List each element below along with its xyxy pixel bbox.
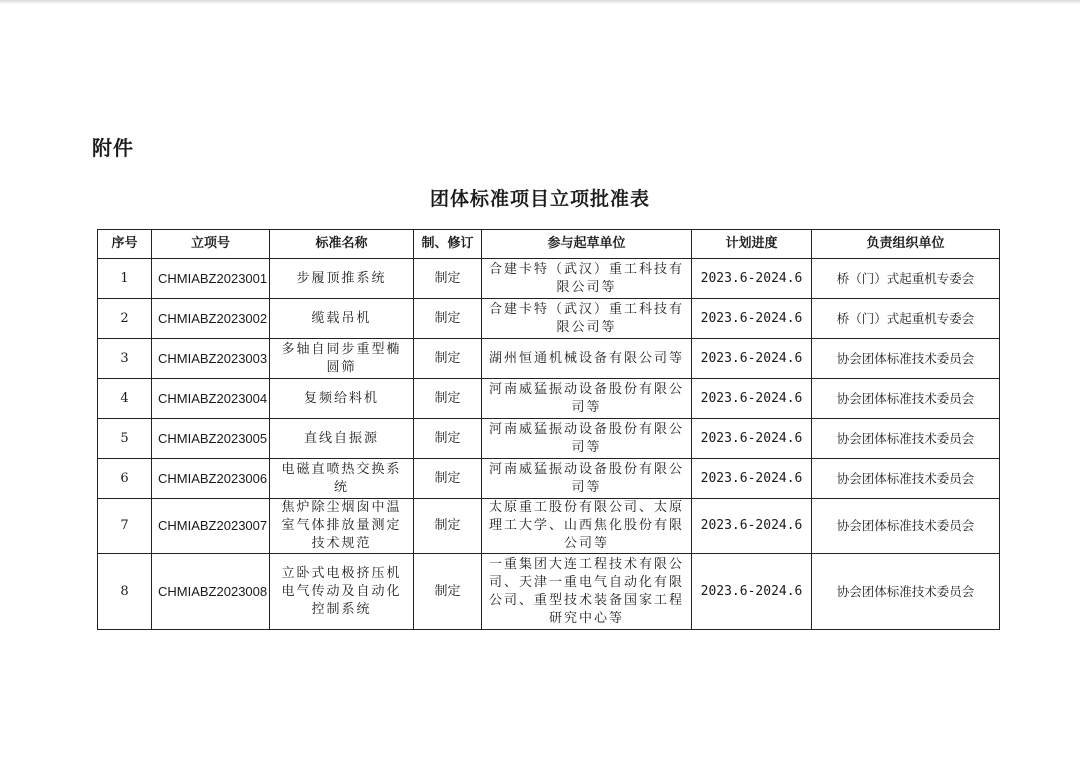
cell-period: 2023.6-2024.6 — [692, 379, 812, 419]
cell-name: 焦炉除尘烟囱中温室气体排放量测定技术规范 — [270, 499, 414, 554]
col-header-drafters: 参与起草单位 — [482, 230, 692, 259]
cell-period: 2023.6-2024.6 — [692, 499, 812, 554]
cell-org: 协会团体标准技术委员会 — [812, 459, 1000, 499]
cell-no: 6 — [98, 459, 152, 499]
cell-org: 协会团体标准技术委员会 — [812, 339, 1000, 379]
col-header-name: 标准名称 — [270, 230, 414, 259]
cell-drafters: 河南威猛振动设备股份有限公司等 — [482, 379, 692, 419]
table-row — [98, 459, 1000, 499]
col-header-period: 计划进度 — [692, 230, 812, 259]
cell-drafters: 一重集团大连工程技术有限公司、天津一重电气自动化有限公司、重型技术装备国家工程研究中心等 — [482, 554, 692, 630]
page-edge-shadow — [0, 0, 1080, 4]
cell-name: 立卧式电极挤压机电气传动及自动化控制系统 — [270, 554, 414, 630]
cell-name: 步履顶推系统 — [270, 259, 414, 299]
cell-org: 协会团体标准技术委员会 — [812, 419, 1000, 459]
cell-org: 桥（门）式起重机专委会 — [812, 259, 1000, 299]
cell-name: 多轴自同步重型椭圆筛 — [270, 339, 414, 379]
cell-no: 7 — [98, 499, 152, 554]
col-header-type: 制、修订 — [414, 230, 482, 259]
document-title: 团体标准项目立项批准表 — [429, 188, 650, 210]
table-row — [98, 299, 1000, 339]
cell-drafters: 合建卡特（武汉）重工科技有限公司等 — [482, 299, 692, 339]
cell-name: 复频给料机 — [270, 379, 414, 419]
cell-no: 4 — [98, 379, 152, 419]
cell-org: 协会团体标准技术委员会 — [812, 379, 1000, 419]
table-row — [98, 419, 1000, 459]
cell-no: 1 — [98, 259, 152, 299]
cell-drafters: 湖州恒通机械设备有限公司等 — [482, 339, 692, 379]
table-row — [98, 499, 1000, 554]
cell-period: 2023.6-2024.6 — [692, 419, 812, 459]
cell-type: 制定 — [414, 299, 482, 339]
cell-period: 2023.6-2024.6 — [692, 339, 812, 379]
cell-drafters: 河南威猛振动设备股份有限公司等 — [482, 419, 692, 459]
cell-code: CHMIABZ2023008 — [152, 554, 270, 630]
table-row — [98, 379, 1000, 419]
col-header-code: 立项号 — [152, 230, 270, 259]
col-header-org: 负责组织单位 — [812, 230, 1000, 259]
cell-no: 2 — [98, 299, 152, 339]
cell-drafters: 合建卡特（武汉）重工科技有限公司等 — [482, 259, 692, 299]
cell-drafters: 太原重工股份有限公司、太原理工大学、山西焦化股份有限公司等 — [482, 499, 692, 554]
cell-code: CHMIABZ2023004 — [152, 379, 270, 419]
cell-period: 2023.6-2024.6 — [692, 259, 812, 299]
cell-period: 2023.6-2024.6 — [692, 554, 812, 630]
col-header-no: 序号 — [98, 230, 152, 259]
cell-name: 直线自振源 — [270, 419, 414, 459]
cell-code: CHMIABZ2023001 — [152, 259, 270, 299]
table-row — [98, 259, 1000, 299]
cell-org: 桥（门）式起重机专委会 — [812, 299, 1000, 339]
table-row — [98, 554, 1000, 630]
cell-code: CHMIABZ2023006 — [152, 459, 270, 499]
cell-code: CHMIABZ2023007 — [152, 499, 270, 554]
table-header-row — [98, 230, 1000, 259]
cell-no: 8 — [98, 554, 152, 630]
cell-no: 3 — [98, 339, 152, 379]
cell-type: 制定 — [414, 339, 482, 379]
attachment-label: 附件 — [92, 136, 134, 160]
cell-org: 协会团体标准技术委员会 — [812, 499, 1000, 554]
cell-type: 制定 — [414, 419, 482, 459]
cell-name: 电磁直喷热交换系统 — [270, 459, 414, 499]
table-row — [98, 339, 1000, 379]
cell-period: 2023.6-2024.6 — [692, 299, 812, 339]
approval-table — [97, 229, 1000, 630]
cell-period: 2023.6-2024.6 — [692, 459, 812, 499]
cell-type: 制定 — [414, 499, 482, 554]
cell-type: 制定 — [414, 554, 482, 630]
cell-name: 缆载吊机 — [270, 299, 414, 339]
cell-code: CHMIABZ2023002 — [152, 299, 270, 339]
cell-org: 协会团体标准技术委员会 — [812, 554, 1000, 630]
cell-drafters: 河南威猛振动设备股份有限公司等 — [482, 459, 692, 499]
cell-code: CHMIABZ2023003 — [152, 339, 270, 379]
cell-type: 制定 — [414, 379, 482, 419]
cell-type: 制定 — [414, 259, 482, 299]
cell-type: 制定 — [414, 459, 482, 499]
cell-code: CHMIABZ2023005 — [152, 419, 270, 459]
cell-no: 5 — [98, 419, 152, 459]
